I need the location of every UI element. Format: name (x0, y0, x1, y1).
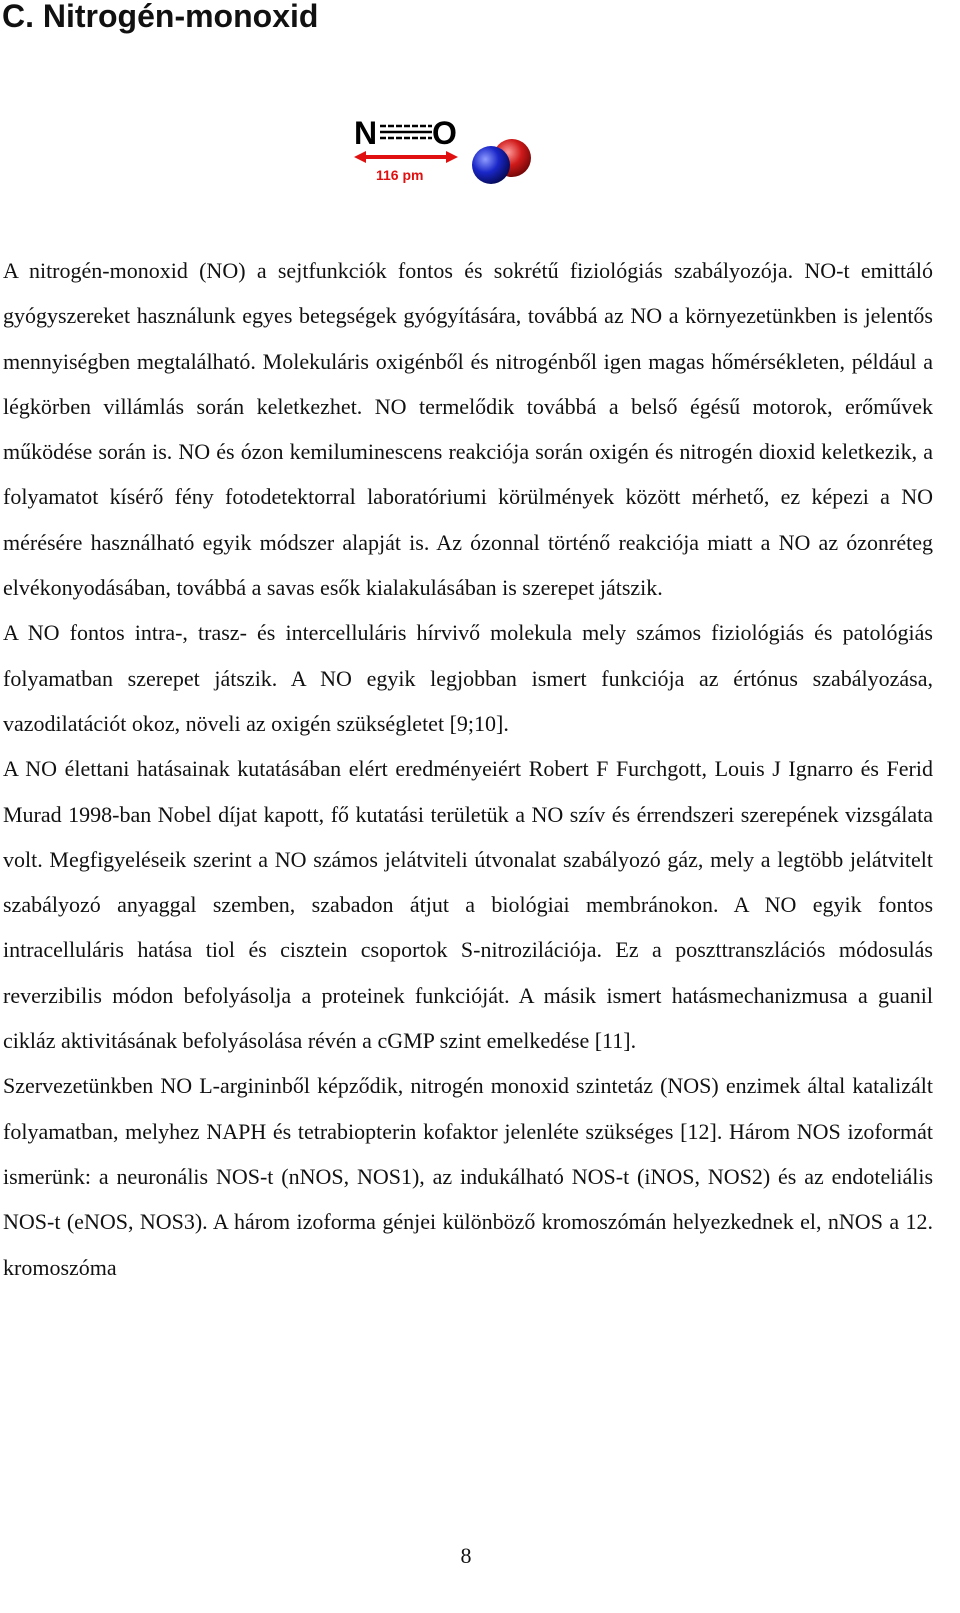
paragraph-nos-isoforms: Szervezetünkben NO L-argininből képződik, nitrogén monoxid szintetáz (NOS) enzimek által katalizált folyamatban, melyhez NAPH és tetrabiopterin kofaktor jelenléte szükséges [12]. Három NOS izoformát ismerünk: a neuronális NOS-t (nNOS, NOS1), az indukálható NOS-t (iNOS, NOS2) és az endoteliális NOS-t (eNOS, NOS3). A három izoforma génjei különböző kromoszómán helyezkednek el, nNOS a 12. kromoszóma (3, 1073, 933, 1280)
body-text (3, 248, 933, 1290)
paragraph-no-messenger: A NO fontos intra-, trasz- és intercelluláris hírvivő molekula mely számos fiziológiás és patológiás folyamatban szerepet játszik. A NO egyik legjobban ismert funkciója az értónus szabályozása, vazodilatációt okoz, növeli az oxigén szükségletet [9;10]. (3, 620, 933, 736)
no-molecule-figure (350, 112, 540, 192)
nitrogen-atom-sphere (472, 146, 510, 184)
triple-bond-icon (380, 126, 432, 138)
page-number: 8 (460, 1543, 472, 1568)
section-heading: C. Nitrogén-monoxid (2, 0, 319, 34)
bond-length-label: 116 pm (376, 167, 424, 183)
paragraph-nobel-research: A NO élettani hatásainak kutatásában elért eredményeiért Robert F Furchgott, Louis J Ignarro és Ferid Murad 1998-ban Nobel díjat kapott, fő kutatási területük a NO szív és érrendszeri szerepének vizsgálata volt. Megfigyeléseik szerint a NO számos jelátviteli útvonalat szabályozó gáz, mely a legtöbb jelátvitelt szabályozó anyaggal szemben, szabadon átjut a biológiai membránokon. A NO egyik fontos intracelluláris hatása tiol és cisztein csoportok S-nitrozilációja. Ez a poszttranszlációs módosulás reverzibilis módon befolyásolja a proteinek funkcióját. A másik ismert hatásmechanizmusa a guanil cikláz aktivitásának befolyásolása révén a cGMP szint emelkedése [11]. (3, 756, 933, 1054)
formula-oxygen-symbol: O (432, 115, 457, 151)
no-molecule-illustration (350, 112, 540, 192)
formula-nitrogen-symbol: N (354, 115, 378, 151)
bond-length-arrow-icon (354, 151, 458, 163)
paragraph-no-overview: A nitrogén-monoxid (NO) a sejtfunkciók fontos és sokrétű fiziológiás szabályozója. NO-t emittáló gyógyszereket használunk egyes betegségek gyógyítására, továbbá az NO a környezetünkben is jelentős mennyiségben megtalálható. Molekuláris oxigénből és nitrogénből igen magas hőmérsékleten, például a légkörben villámlás során keletkezhet. NO termelődik továbbá a belső égésű motorok, erőművek működése során is. NO és ózon kemiluminescens reakciója során oxigén és nitrogén dioxid keletkezik, a folyamatot kísérő fény fotodetektorral laboratóriumi körülmények között mérhető, ez képezi a NO mérésére használható egyik módszer alapját is. Az ózonnal történő reakciója miatt a NO az ózonréteg elvékonyodásában, továbbá a savas esők kialakulásában is szerepet játszik. (3, 258, 933, 601)
